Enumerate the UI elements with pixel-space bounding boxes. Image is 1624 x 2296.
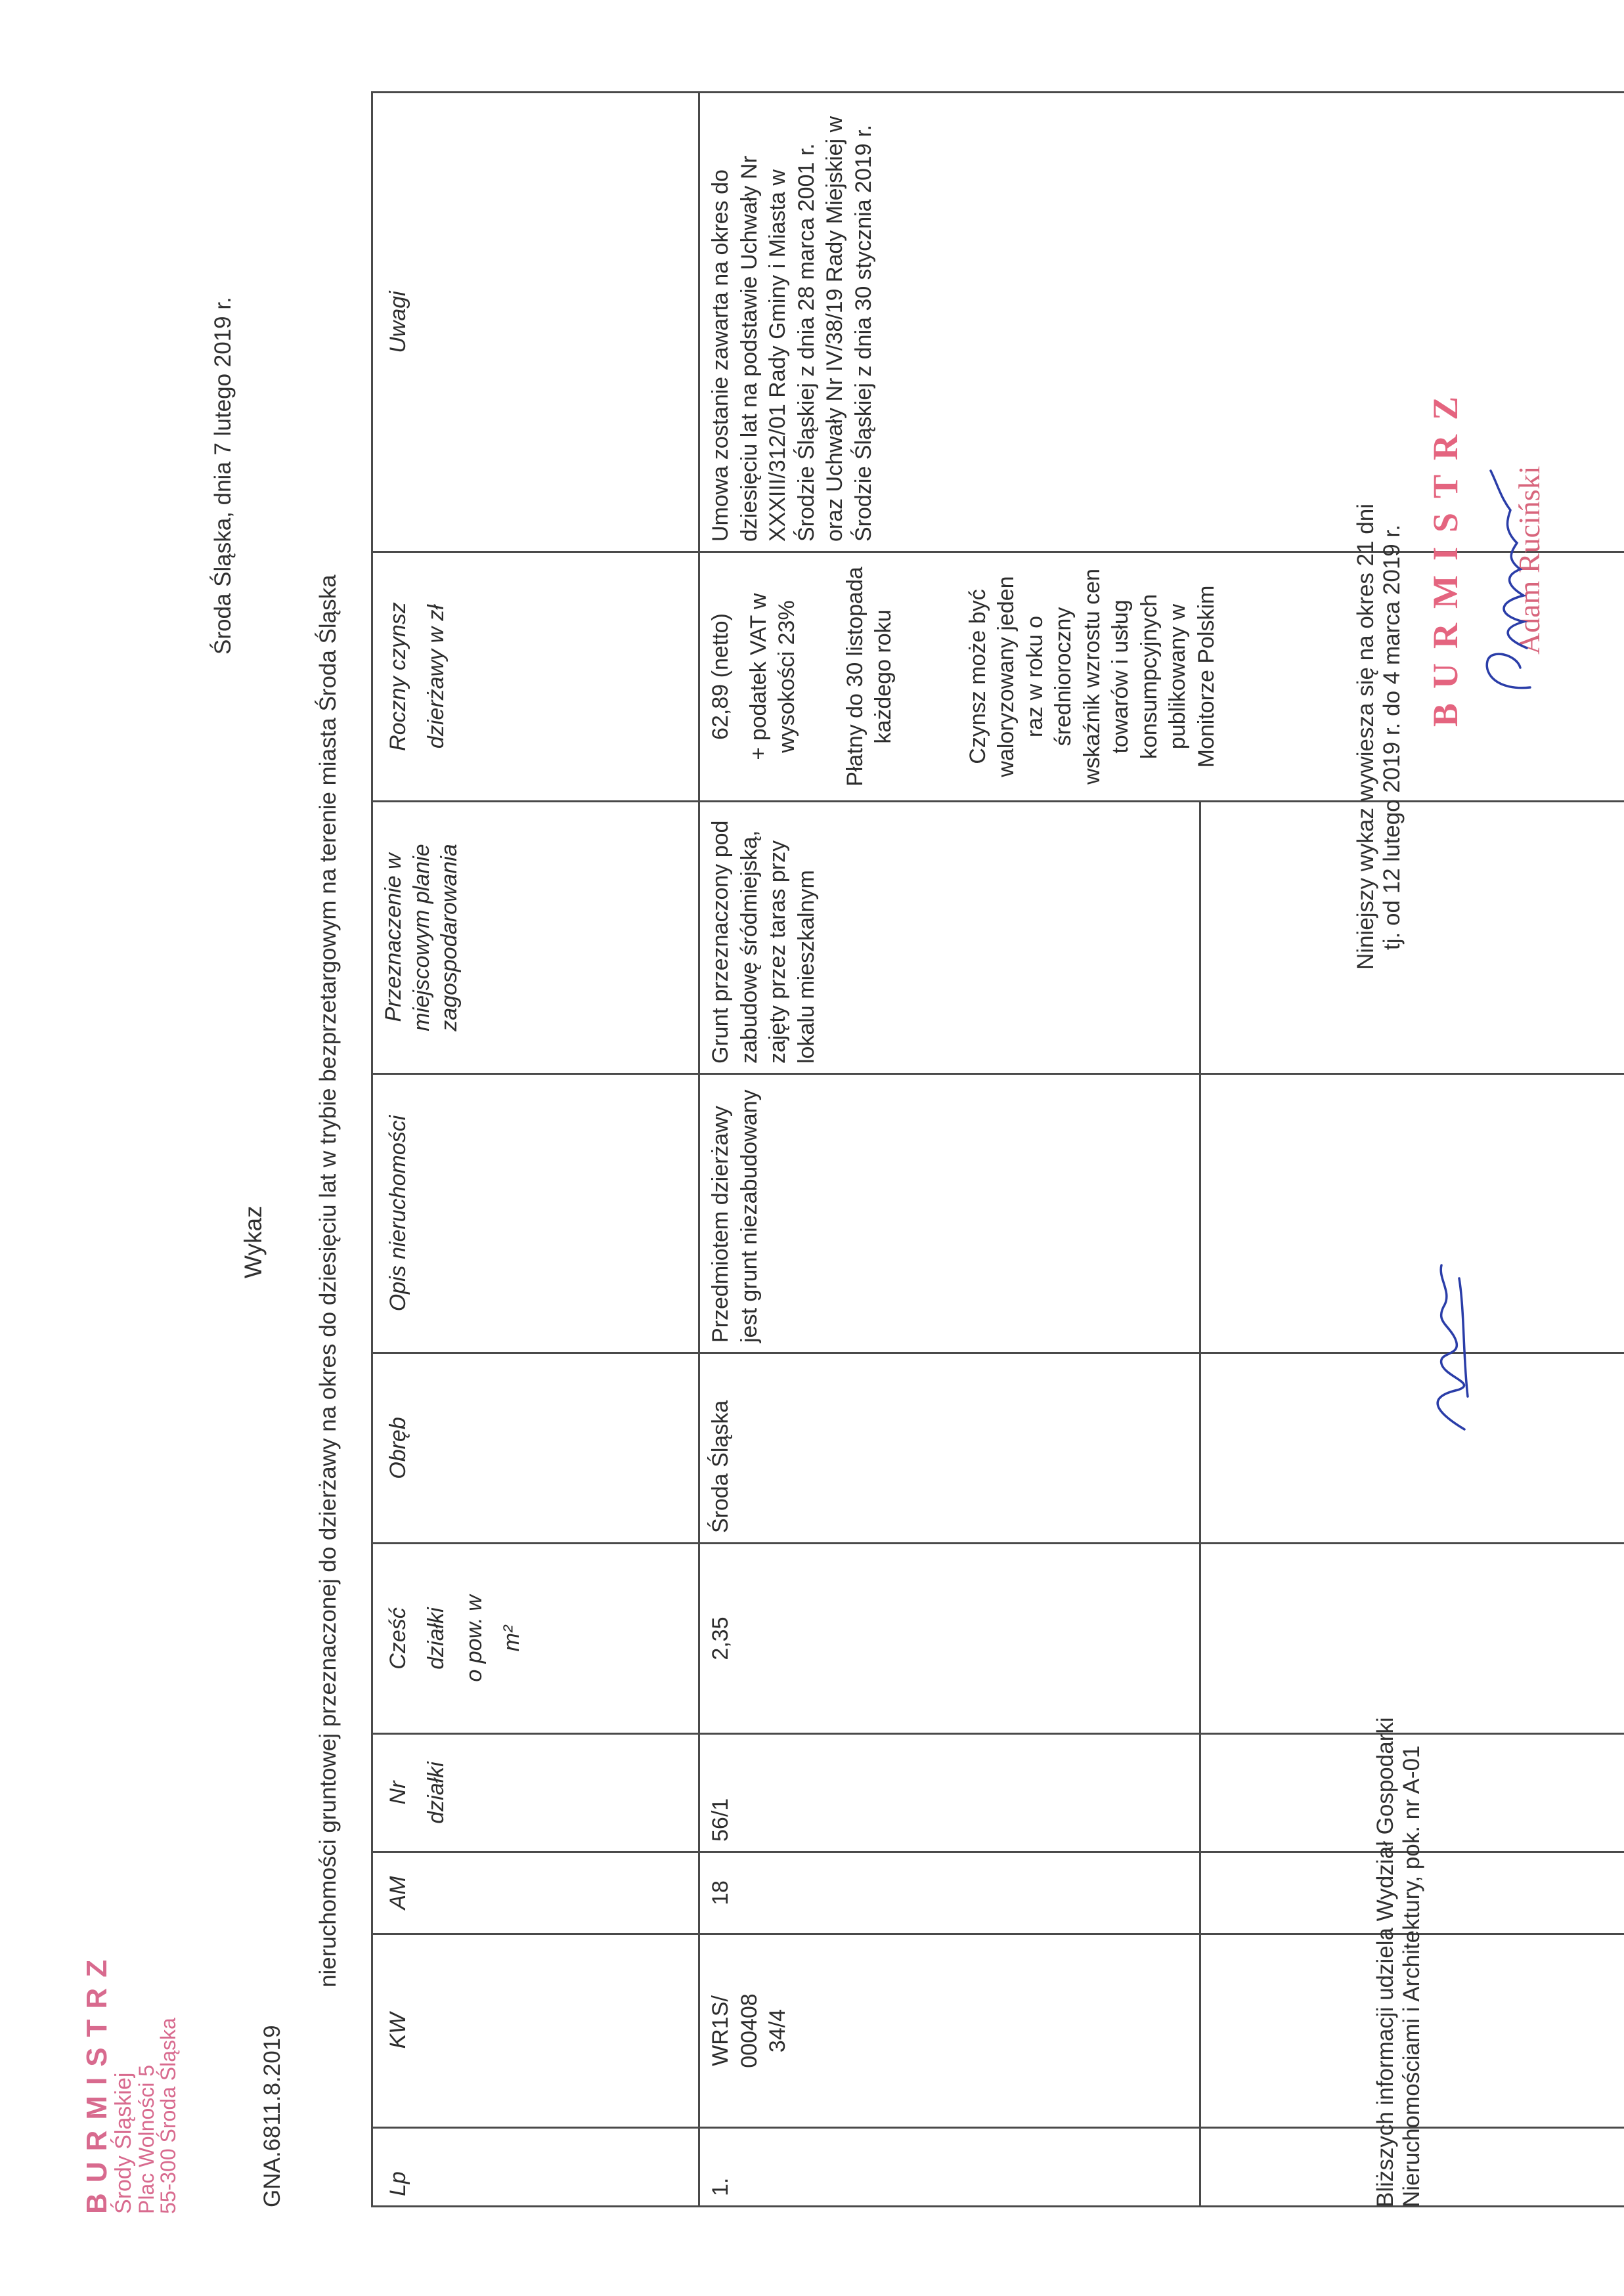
clerk-initials	[1418, 1239, 1478, 1436]
stamp-line-1: BURMISTRZ	[81, 1949, 113, 2214]
czynsz-termin: Płatny do 30 listopada każdego roku	[842, 567, 896, 787]
header-czesc-dzialki: Cześć działki o pow. w m²	[372, 1544, 699, 1734]
cell-obreb: Środa Śląska	[699, 1353, 1200, 1544]
table-header-row	[372, 93, 699, 2207]
stamp-line-2: Środy Śląskiej	[111, 2072, 137, 2214]
header-lp: Lp	[372, 2128, 699, 2207]
empty-cell	[1200, 1074, 1624, 1353]
footer-info-line-1: Bliższych informacji udziela Wydział Gospodarki	[1372, 1717, 1398, 2207]
cell-przeznaczenie: Grunt przeznaczony pod zabudowę śródmiejską, zajęty przez taras przy lokalu mieszkalnym	[699, 802, 1200, 1074]
header-opis: Opis nieruchomości	[372, 1074, 699, 1353]
empty-cell	[1200, 1544, 1624, 1734]
cell-czesc-dzialki: 2,35	[699, 1544, 1200, 1734]
footer-notice	[1353, 504, 1405, 970]
cell-kw: WR1S/ 000408 34/4	[699, 1934, 1200, 2128]
cell-nr-dzialki: 56/1	[699, 1734, 1200, 1852]
mayor-name: Adam Ruciński	[1512, 466, 1546, 655]
czynsz-amount: 62,89 (netto)	[708, 613, 733, 740]
header-uwagi: Uwagi	[372, 93, 699, 552]
empty-cell	[1200, 1353, 1624, 1544]
page-subtitle: nieruchomości gruntowej przeznaczonej do dzierżawy na okres do dziesięciu lat w trybie bezprzetargowym na terenie miasta Środa Śląska	[315, 574, 341, 1987]
header-nr-dzialki: Nr działki	[372, 1734, 699, 1852]
header-am: AM	[372, 1852, 699, 1934]
mayor-signature	[1471, 451, 1543, 701]
cell-uwagi: Umowa zostanie zawarta na okres do dziesięciu lat na podstawie Uchwały Nr XXXIII/312/01 Rady Gminy i Miasta w Środzie Śląskiej z dnia 28 marca 2001 r. oraz Uchwały Nr IV/38/19 Rady Miejskiej w Środzie Śląskiej z dnia 30 stycznia 2019 r.	[699, 93, 1624, 552]
stamp-line-4: 55-300 Środa Śląska	[156, 2018, 181, 2214]
czynsz-waloryzacja: Czynsz może być waloryzowany jeden raz w roku o średnioroczny wskaźnik wzrostu cen towarów i usług konsumpcyjnych publikowany w Monitorze Polskim	[965, 569, 1219, 785]
header-kw: KW	[372, 1934, 699, 2128]
footer-info-line-2: Nieruchomościami i Architektury, pok. nr A-01	[1399, 1745, 1424, 2207]
mayor-title: BURMISTRZ	[1426, 381, 1465, 727]
cell-opis: Przedmiotem dzierżawy jest grunt niezabudowany	[699, 1074, 1200, 1353]
czynsz-vat: + podatek VAT w wysokości 23%	[745, 593, 800, 760]
stamp-line-3: Plac Wolności 5	[134, 2064, 158, 2214]
date-line: Środa Śląska, dnia 7 lutego 2019 r.	[210, 297, 236, 655]
cell-lp: 1.	[699, 2128, 1200, 2207]
footer-notice-line-1: Niniejszy wykaz wywiesza się na okres 21 dni	[1353, 504, 1378, 970]
table-row	[699, 93, 1200, 2207]
office-stamp	[82, 1949, 180, 2214]
empty-cell	[1200, 802, 1624, 1074]
header-obreb: Obręb	[372, 1353, 699, 1544]
header-czynsz: Roczny czynsz dzierżawy w zł	[372, 552, 699, 802]
document-number: GNA.6811.8.2019	[259, 2025, 285, 2207]
footer-info	[1372, 1717, 1425, 2207]
footer-notice-line-2: tj. od 12 lutego 2019 r. do 4 marca 2019 r.	[1379, 525, 1405, 950]
page-title: Wykaz	[240, 1205, 267, 1278]
cell-am: 18	[699, 1852, 1200, 1934]
header-przeznaczenie: Przeznaczenie w miejscowym planie zagospodarowania	[372, 802, 699, 1074]
